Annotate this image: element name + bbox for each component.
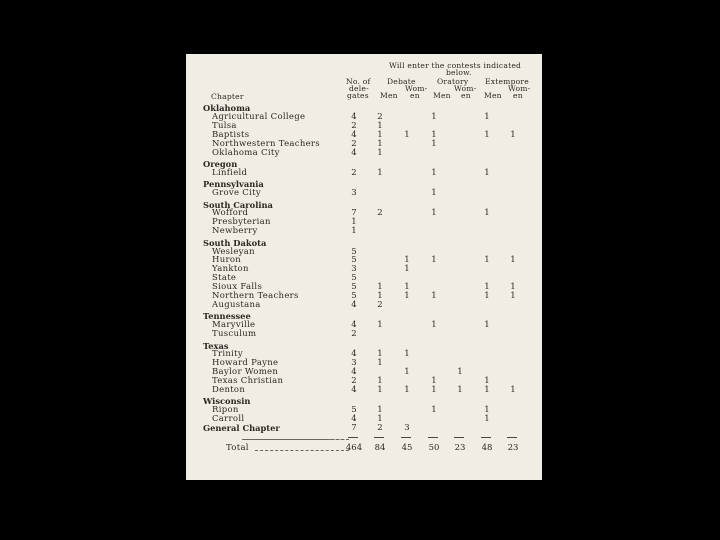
header-oratory-women-1: Wom-	[454, 84, 477, 93]
chapter-name: Tusculum	[212, 329, 257, 340]
cell-debate-men: 1	[377, 138, 383, 149]
cell-delegates: 3	[351, 188, 357, 199]
total-debate-women: 45	[401, 443, 413, 453]
cell-debate-women: 1	[404, 367, 410, 378]
total-oratory-women: 23	[454, 443, 466, 453]
cell-oratory-men: 1	[431, 320, 437, 331]
chapter-name: Tulsa	[212, 120, 237, 131]
cell-extempore-men: 1	[484, 255, 490, 266]
cell-debate-men: 1	[377, 147, 383, 158]
cell-delegates: 4	[351, 129, 357, 140]
chapter-name: Texas Christian	[212, 376, 284, 387]
cell-delegates: 4	[351, 367, 357, 378]
cell-extempore-women: 1	[510, 385, 516, 395]
header-extempore: Extempore	[485, 77, 529, 86]
total-delegates: 464	[345, 443, 363, 453]
chapter-name: Denton	[212, 385, 246, 395]
cell-debate-men: 1	[377, 358, 383, 369]
cell-oratory-men: 1	[431, 111, 437, 122]
cell-delegates: 5	[351, 291, 357, 301]
cell-debate-women: 1	[404, 385, 410, 395]
chapter-name: General Chapter	[203, 423, 280, 434]
cell-debate-men: 1	[377, 376, 383, 387]
cell-extempore-men: 1	[484, 208, 490, 219]
chapter-name: Northwestern Teachers	[212, 138, 320, 149]
chapter-name: Presbyterian	[212, 217, 271, 228]
cell-delegates: 2	[351, 376, 357, 387]
cell-debate-men: 1	[377, 291, 383, 301]
chapter-name: Howard Payne	[212, 358, 279, 369]
chapter-name: Wesleyan	[212, 246, 255, 257]
chapter-name: Yankton	[212, 264, 249, 275]
cell-oratory-men: 1	[431, 208, 437, 219]
chapter-name: State	[212, 273, 237, 284]
cell-extempore-women: 1	[510, 282, 516, 293]
cell-delegates: 5	[351, 405, 357, 416]
document-page	[186, 54, 542, 480]
header-delegates-3: gates	[347, 91, 369, 100]
header-debate-women-1: Wom-	[405, 84, 428, 93]
total-extempore-men: 48	[481, 443, 493, 453]
chapter-name: Trinity	[212, 349, 243, 360]
cell-debate-men: 1	[377, 349, 383, 360]
cell-debate-women: 1	[404, 349, 410, 360]
cell-oratory-women: 1	[457, 367, 463, 378]
chapter-name: Newberry	[212, 226, 258, 237]
chapter-name: Carroll	[212, 414, 245, 425]
total-debate-men: 84	[374, 443, 386, 453]
cell-delegates: 1	[351, 217, 357, 228]
header-debate: Debate	[387, 77, 416, 86]
chapter-name: Northern Teachers	[212, 291, 299, 301]
cell-delegates: 7	[351, 423, 357, 434]
cell-oratory-men: 1	[431, 138, 437, 149]
cell-oratory-women: 1	[457, 385, 463, 395]
cell-delegates: 4	[351, 299, 357, 310]
total-oratory-men: 50	[428, 443, 440, 453]
chapter-name: Agricultural College	[212, 111, 306, 122]
cell-oratory-men: 1	[431, 385, 437, 395]
header-oratory: Oratory	[437, 77, 469, 86]
chapter-name: Ripon	[212, 405, 239, 416]
cell-debate-women: 3	[404, 423, 410, 434]
header-intro-below: below.	[446, 68, 472, 77]
cell-oratory-men: 1	[431, 188, 437, 199]
state-name: Wisconsin	[203, 396, 251, 407]
cell-oratory-men: 1	[431, 255, 437, 266]
cell-delegates: 4	[351, 349, 357, 360]
chapter-name: Baptists	[212, 129, 250, 140]
cell-delegates: 5	[351, 282, 357, 293]
header-debate-women-2: en	[410, 91, 420, 100]
cell-oratory-men: 1	[431, 291, 437, 301]
cell-debate-women: 1	[404, 255, 410, 266]
cell-delegates: 4	[351, 385, 357, 395]
total-rule	[454, 437, 464, 438]
cell-delegates: 2	[351, 329, 357, 340]
cell-delegates: 5	[351, 255, 357, 266]
header-intro: Will enter the contests indicated	[389, 61, 522, 70]
cell-delegates: 4	[351, 414, 357, 425]
total-rule	[507, 437, 517, 438]
cell-debate-women: 1	[404, 129, 410, 140]
cell-extempore-women: 1	[510, 291, 516, 301]
header-oratory-women-2: en	[461, 91, 471, 100]
cell-debate-men: 2	[377, 299, 383, 310]
header-oratory-men: Men	[433, 91, 451, 100]
chapter-name: Linfield	[212, 167, 248, 178]
cell-debate-women: 1	[404, 264, 410, 275]
header-extempore-women-2: en	[513, 91, 523, 100]
cell-delegates: 7	[351, 208, 357, 219]
cell-debate-men: 1	[377, 129, 383, 140]
header-extempore-women-1: Wom-	[508, 84, 531, 93]
cell-extempore-men: 1	[484, 291, 490, 301]
cell-oratory-men: 1	[431, 405, 437, 416]
chapter-name: Maryville	[212, 320, 256, 331]
cell-extempore-men: 1	[484, 129, 490, 140]
cell-delegates: 2	[351, 167, 357, 178]
chapter-name: Grove City	[212, 188, 261, 199]
cell-delegates: 3	[351, 264, 357, 275]
total-rule	[348, 437, 358, 438]
cell-delegates: 4	[351, 147, 357, 158]
cell-extempore-men: 1	[484, 111, 490, 122]
cell-extempore-women: 1	[510, 255, 516, 266]
cell-extempore-men: 1	[484, 385, 490, 395]
cell-extempore-men: 1	[484, 376, 490, 387]
total-extempore-women: 23	[507, 443, 519, 453]
chapter-name: Oklahoma City	[212, 147, 280, 158]
cell-debate-men: 1	[377, 320, 383, 331]
total-rule	[481, 437, 491, 438]
cell-debate-women: 1	[404, 291, 410, 301]
chapter-name: Huron	[212, 255, 242, 266]
cell-delegates: 5	[351, 246, 357, 257]
header-delegates-2: dele-	[349, 84, 369, 93]
cell-delegates: 5	[351, 273, 357, 284]
cell-debate-men: 1	[377, 120, 383, 131]
cell-delegates: 4	[351, 111, 357, 122]
cell-debate-men: 1	[377, 282, 383, 293]
header-extempore-men: Men	[484, 91, 502, 100]
cell-debate-men: 1	[377, 385, 383, 395]
cell-oratory-men: 1	[431, 376, 437, 387]
cell-extempore-men: 1	[484, 414, 490, 425]
cell-debate-women: 1	[404, 282, 410, 293]
state-name: Tennessee	[203, 311, 251, 322]
cell-delegates: 3	[351, 358, 357, 369]
cell-delegates: 4	[351, 320, 357, 331]
cell-delegates: 2	[351, 120, 357, 131]
state-name: Oklahoma	[203, 103, 251, 113]
cell-debate-men: 2	[377, 208, 383, 219]
cell-extempore-women: 1	[510, 129, 516, 140]
total-label: Total	[226, 443, 249, 453]
header-delegates-1: No. of	[346, 77, 371, 86]
chapter-name: Augustana	[212, 299, 261, 310]
cell-delegates: 2	[351, 138, 357, 149]
total-rule	[374, 437, 384, 438]
state-name: Pennsylvania	[203, 179, 264, 190]
cell-extempore-men: 1	[484, 405, 490, 416]
cell-debate-men: 2	[377, 423, 383, 434]
chapter-name: Sioux Falls	[212, 282, 263, 293]
cell-delegates: 1	[351, 226, 357, 237]
state-name: South Dakota	[203, 237, 267, 248]
header-chapter: Chapter	[211, 92, 244, 101]
total-rule	[401, 437, 411, 438]
cell-debate-men: 2	[377, 111, 383, 122]
cell-debate-men: 1	[377, 414, 383, 425]
chapter-name: Baylor Women	[212, 367, 279, 378]
leader-dots	[285, 439, 349, 440]
leader-dots	[255, 450, 349, 451]
total-rule	[428, 437, 438, 438]
header-debate-men: Men	[380, 91, 398, 100]
cell-oratory-men: 1	[431, 167, 437, 178]
state-name: South Carolina	[203, 199, 273, 210]
cell-extempore-men: 1	[484, 282, 490, 293]
state-name: Oregon	[203, 158, 238, 169]
state-name: Texas	[203, 340, 229, 351]
chapter-name: Wofford	[212, 208, 249, 219]
cell-extempore-men: 1	[484, 320, 490, 331]
cell-debate-men: 1	[377, 167, 383, 178]
cell-extempore-men: 1	[484, 167, 490, 178]
cell-debate-men: 1	[377, 405, 383, 416]
cell-oratory-men: 1	[431, 129, 437, 140]
